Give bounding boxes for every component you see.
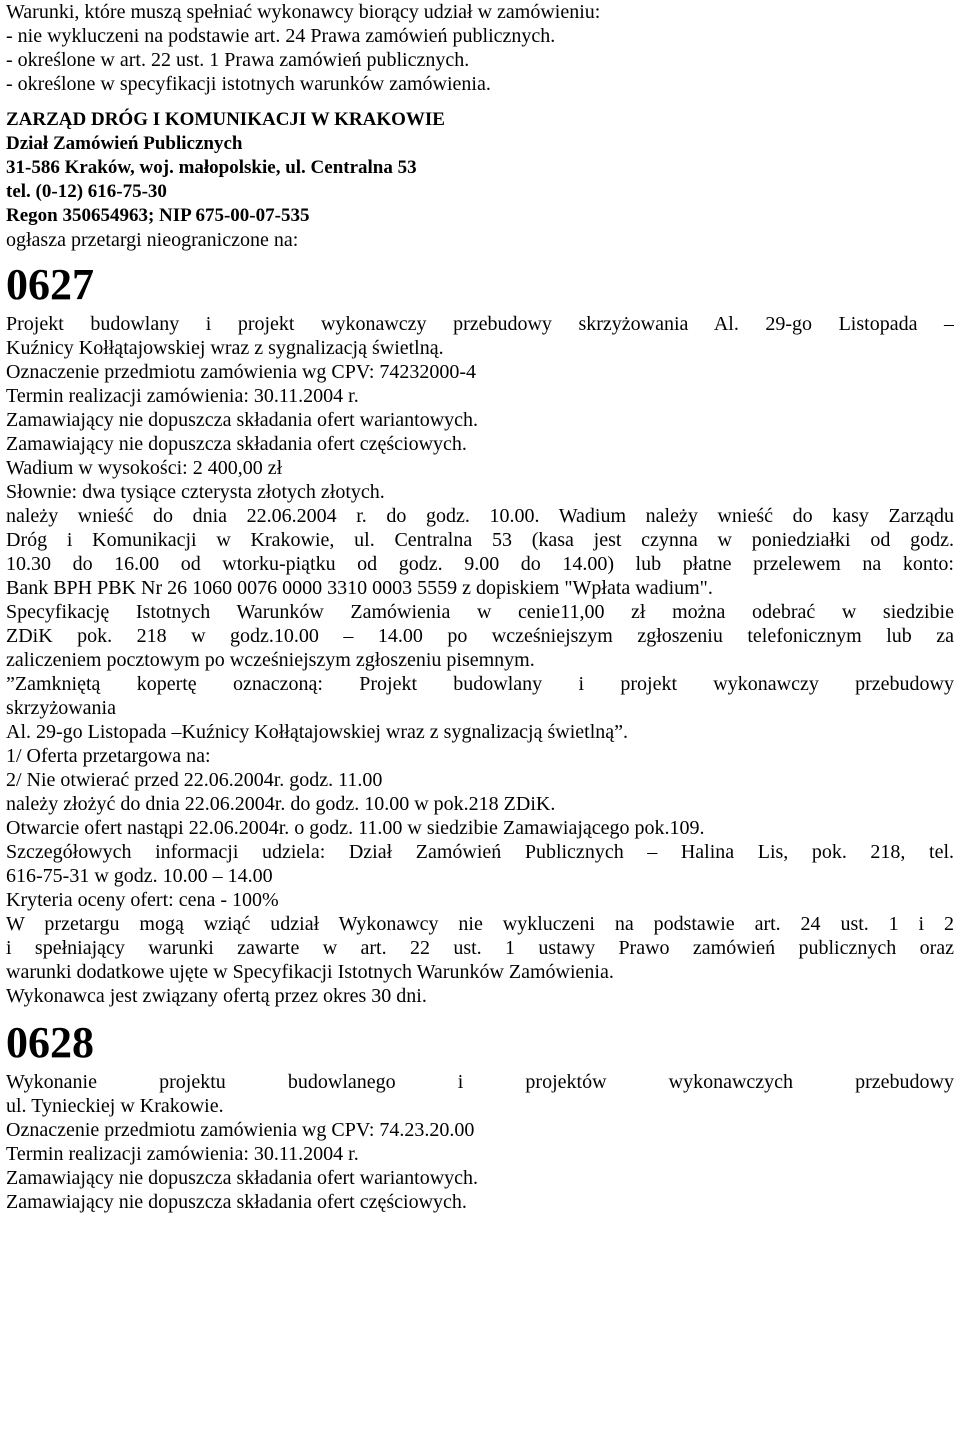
tender-line: Termin realizacji zamówienia: 30.11.2004 r. xyxy=(6,385,359,407)
org-department: Dział Zamówień Publicznych xyxy=(6,133,243,154)
tender-line: Specyfikację Istotnych Warunków Zamówienia w cenie11,00 zł można odebrać w siedzibie xyxy=(6,601,954,623)
tender-line: Wadium w wysokości: 2 400,00 zł xyxy=(6,457,283,479)
tender-line: ”Zamkniętą kopertę oznaczoną: Projekt budowlany i projekt wykonawczy przebudowy xyxy=(6,673,954,695)
tender-number: 0628 xyxy=(6,1018,94,1067)
tender-line: 10.30 do 16.00 od wtorku-piątku od godz. 9.00 do 14.00) lub płatne przelewem na konto: xyxy=(6,553,954,575)
tender-line: 1/ Oferta przetargowa na: xyxy=(6,745,211,767)
org-phone: tel. (0-12) 616-75-30 xyxy=(6,181,167,202)
tender-line: należy wnieść do dnia 22.06.2004 r. do godz. 10.00. Wadium należy wnieść do kasy Zarządu xyxy=(6,505,954,527)
intro-line: - określone w specyfikacji istotnych warunków zamówienia. xyxy=(6,73,491,95)
org-ids: Regon 350654963; NIP 675-00-07-535 xyxy=(6,205,310,226)
tender-line: Bank BPH PBK Nr 26 1060 0076 0000 3310 0003 5559 z dopiskiem "Wpłata wadium". xyxy=(6,577,713,599)
tender-0628 xyxy=(6,1018,954,1214)
intro-line: Warunki, które muszą spełniać wykonawcy biorący udział w zamówieniu: xyxy=(6,1,601,23)
org-name: ZARZĄD DRÓG I KOMUNIKACJI W KRAKOWIE xyxy=(6,109,445,130)
org-address: 31-586 Kraków, woj. małopolskie, ul. Centralna 53 xyxy=(6,157,417,178)
tender-line: Wykonawca jest związany ofertą przez okres 30 dni. xyxy=(6,985,427,1007)
tender-line: Oznaczenie przedmiotu zamówienia wg CPV: 74.23.20.00 xyxy=(6,1119,475,1141)
tender-line: Zamawiający nie dopuszcza składania ofert częściowych. xyxy=(6,1191,467,1213)
tender-line: Kuźnicy Kołłątajowskiej wraz z sygnalizacją świetlną. xyxy=(6,337,444,359)
tender-line: ul. Tynieckiej w Krakowie. xyxy=(6,1095,224,1117)
tender-line: warunki dodatkowe ujęte w Specyfikacji Istotnych Warunków Zamówienia. xyxy=(6,961,614,983)
tender-line: 616-75-31 w godz. 10.00 – 14.00 xyxy=(6,865,273,887)
intro-line: - określone w art. 22 ust. 1 Prawa zamówień publicznych. xyxy=(6,49,470,71)
tender-line: Zamawiający nie dopuszcza składania ofert wariantowych. xyxy=(6,409,479,431)
tender-line: Zamawiający nie dopuszcza składania ofert częściowych. xyxy=(6,433,467,455)
announcement: ogłasza przetargi nieograniczone na: xyxy=(6,229,299,251)
intro-line: - nie wykluczeni na podstawie art. 24 Prawa zamówień publicznych. xyxy=(6,25,556,47)
spacer xyxy=(6,96,954,108)
tender-line: skrzyżowania xyxy=(6,697,116,719)
tender-line: Szczegółowych informacji udziela: Dział Zamówień Publicznych – Halina Lis, pok. 218, tel. xyxy=(6,841,954,863)
tender-line: Zamawiający nie dopuszcza składania ofert wariantowych. xyxy=(6,1167,479,1189)
org-header xyxy=(6,108,954,252)
tender-line: i spełniający warunki zawarte w art. 22 ust. 1 ustawy Prawo zamówień publicznych oraz xyxy=(6,937,954,959)
tender-line: Otwarcie ofert nastąpi 22.06.2004r. o godz. 11.00 w siedzibie Zamawiającego pok.109. xyxy=(6,817,705,839)
tender-line: należy złożyć do dnia 22.06.2004r. do godz. 10.00 w pok.218 ZDiK. xyxy=(6,793,556,815)
tender-line: W przetargu mogą wziąć udział Wykonawcy nie wykluczeni na podstawie art. 24 ust. 1 i 2 xyxy=(6,913,954,935)
document-page xyxy=(6,0,954,1214)
tender-line: Słownie: dwa tysiące czterysta złotych złotych. xyxy=(6,481,385,503)
tender-line: Wykonanie projektu budowlanego i projektów wykonawczych przebudowy xyxy=(6,1071,954,1093)
tender-line: Projekt budowlany i projekt wykonawczy przebudowy skrzyżowania Al. 29-go Listopada – xyxy=(6,313,954,335)
tender-0627 xyxy=(6,260,954,1008)
tender-line: Dróg i Komunikacji w Krakowie, ul. Centralna 53 (kasa jest czynna w poniedziałki od godz. xyxy=(6,529,954,551)
tender-line: Oznaczenie przedmiotu zamówienia wg CPV: 74232000-4 xyxy=(6,361,477,383)
tender-body xyxy=(6,312,954,1008)
tender-line: 2/ Nie otwierać przed 22.06.2004r. godz. 11.00 xyxy=(6,769,383,791)
tender-line: zaliczeniem pocztowym po wcześniejszym zgłoszeniu pisemnym. xyxy=(6,649,535,671)
intro-block xyxy=(6,0,954,96)
tender-number: 0627 xyxy=(6,260,94,309)
tender-body xyxy=(6,1070,954,1214)
tender-line: ZDiK pok. 218 w godz.10.00 – 14.00 po wcześniejszym zgłoszeniu telefonicznym lub za xyxy=(6,625,954,647)
tender-line: Termin realizacji zamówienia: 30.11.2004 r. xyxy=(6,1143,359,1165)
tender-line: Al. 29-go Listopada –Kuźnicy Kołłątajowskiej wraz z sygnalizacją świetlną”. xyxy=(6,721,629,743)
tender-line: Kryteria oceny ofert: cena - 100% xyxy=(6,889,279,911)
